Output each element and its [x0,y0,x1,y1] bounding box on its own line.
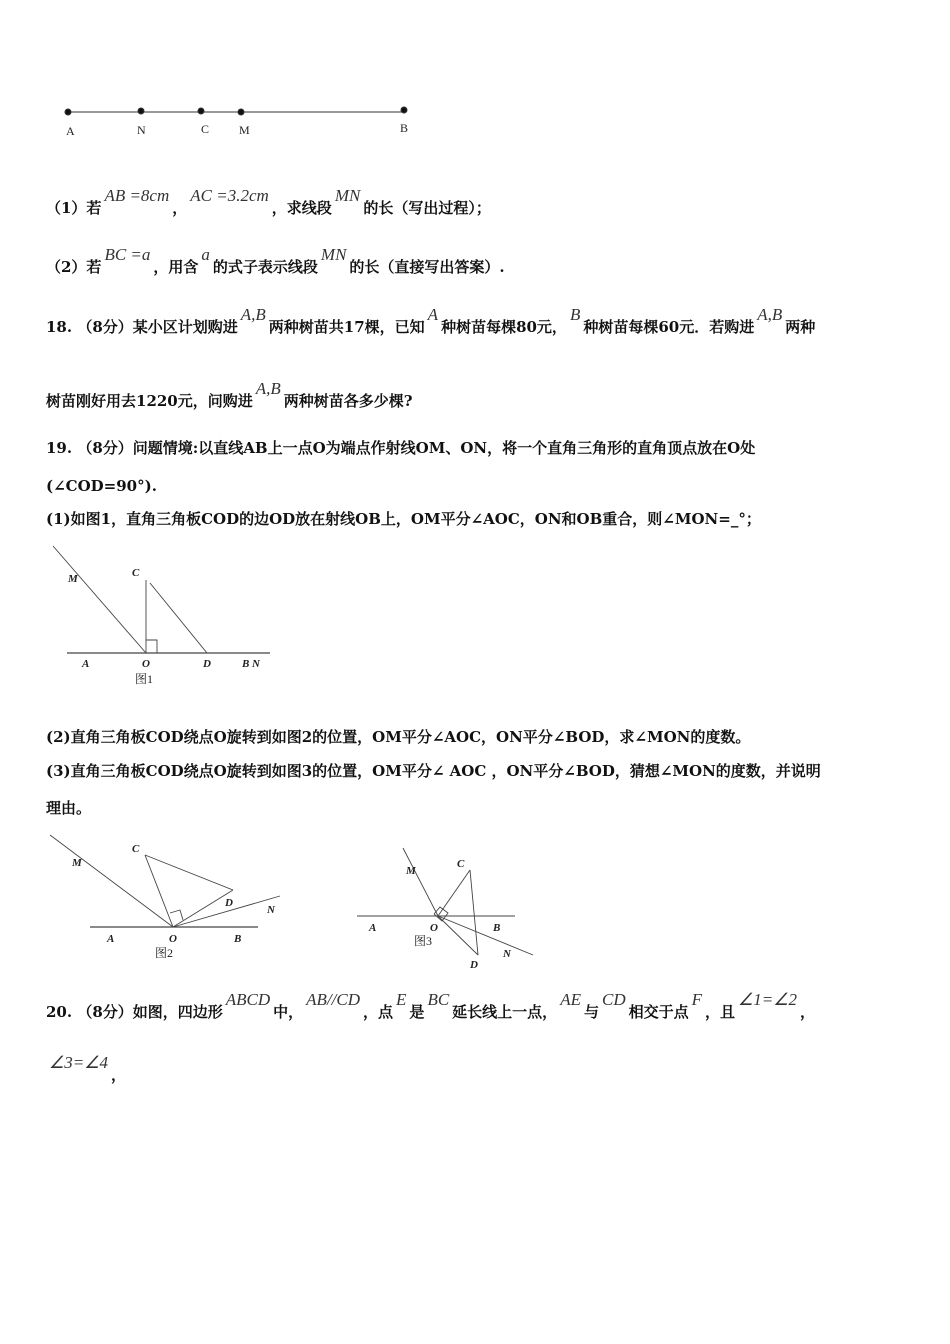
figure-2 [50,835,280,927]
text-segment: (1)如图1，直角三角板COD的边OD放在射线OB上，OM平分∠AOC，ON和OB重合，则∠MON=_°； [46,510,761,528]
math-expression: AB//CD [306,990,361,1009]
math-expression: AE [560,990,581,1009]
point-n [138,108,144,114]
text-segment: 种树苗每棵60元．若购进 [583,318,755,336]
fig3-caption: 图3 [414,934,433,948]
text-segment: 的式子表示线段 [212,258,318,276]
text-segment: 是 [409,1003,425,1021]
text-segment: （2）若 [46,258,102,276]
label-c: C [201,122,210,136]
math-expression: A [427,305,439,324]
text-segment: 的长（写出过程）； [363,199,491,217]
label-b: B [400,121,409,135]
text-segment: ，用含 [153,258,199,276]
point-c [198,108,204,114]
label-a: A [66,124,75,138]
figure-3 [357,848,533,955]
fig2-caption: 图2 [155,946,174,960]
text-segment: (3)直角三角板COD绕点O旋转到如图3的位置，OM平分∠ AOC ，ON平分∠BOD，猜想∠MON的度数，并说明 [46,762,821,780]
text-line-q18-a [46,305,816,337]
text-segment: 的长（直接写出答案）. [349,258,505,276]
point-a [65,109,71,115]
text-segment: 19. （8分）问题情境:以直线AB上一点O为端点作射线OM、ON，将一个直角三角形的直角顶点放在O处 [46,439,756,457]
text-segment: 18. （8分）某小区计划购进 [46,318,238,336]
text-line-q19-a [46,438,755,458]
fig1-label-o: O [142,658,150,670]
text-segment: 理由。 [46,799,92,817]
fig1-label-b: B [242,658,250,670]
fig1-label-d: D [203,658,211,670]
text-line-q19-2 [46,727,750,747]
text-line-q18-b [46,379,413,411]
text-segment: (∠COD=90°). [46,477,157,495]
text-segment: (2)直角三角板COD绕点O旋转到如图2的位置，OM平分∠AOC，ON平分∠BOD，求∠MON的度数。 [46,728,751,746]
math-expression: MN [334,186,361,205]
text-segment: 延长线上一点， [452,1003,558,1021]
math-expression: a [201,245,210,264]
text-line-q19-3 [46,761,821,781]
fig3-label-m: M [406,865,416,877]
text-line-q20-a [46,990,815,1022]
fig1-label-m: M [68,573,78,585]
text-segment: ，且 [705,1003,736,1021]
text-segment: （1）若 [46,199,102,217]
fig3-label-b: B [493,922,501,934]
label-n: N [137,123,146,137]
figure-1 [53,546,270,653]
text-segment: ， [110,1066,126,1084]
math-expression: AB =8cm [104,186,170,205]
text-segment: 种树苗每棵80元， [441,318,567,336]
point-m [238,109,244,115]
math-expression: A,B [757,305,783,324]
fig2-label-m: M [72,857,82,869]
math-expression: B [569,305,581,324]
math-expression: E [396,990,407,1009]
text-line-q19-b [46,476,157,496]
fig3-label-a: A [369,922,377,934]
text-line-q17-1 [46,186,491,218]
point-b [401,107,407,113]
fig3-label-n: N [503,948,511,960]
fig2-label-d: D [225,897,233,909]
text-segment: ，点 [363,1003,394,1021]
fig1-caption: 图1 [135,672,154,686]
fig3-label-d: D [470,959,478,971]
math-expression: ∠3=∠4 [49,1053,108,1072]
text-line-q20-b [46,1053,126,1085]
text-segment: 20. （8分）如图，四边形 [46,1003,223,1021]
text-segment: 中， [273,1003,304,1021]
math-expression: ∠1=∠2 [738,990,797,1009]
fig2-label-n: N [267,904,275,916]
fig2-label-o: O [169,933,177,945]
math-expression: A,B [255,379,281,398]
text-line-q19-1 [46,509,761,529]
text-segment: 相交于点 [628,1003,689,1021]
text-segment: 两种树苗共17棵，已知 [268,318,425,336]
text-segment: 两种树苗各多少棵? [283,392,413,410]
text-segment: 两种 [785,318,816,336]
math-expression: AC =3.2cm [190,186,269,205]
fig1-label-a: A [82,658,90,670]
math-expression: ABCD [225,990,271,1009]
fig2-label-c: C [132,843,140,855]
text-segment: 与 [583,1003,599,1021]
text-segment: 树苗刚好用去1220元，问购进 [46,392,253,410]
text-segment: ， [799,1003,815,1021]
text-line-q17-2 [46,245,505,277]
fig2-label-a: A [107,933,115,945]
fig1-label-n: N [252,658,260,670]
text-line-q19-3b [46,798,91,818]
math-expression: F [691,990,703,1009]
fig3-label-o: O [430,922,438,934]
math-expression: BC =a [104,245,151,264]
math-expression: CD [601,990,626,1009]
text-segment: ，求线段 [271,199,332,217]
math-expression: A,B [240,305,266,324]
text-segment: ， [172,199,188,217]
math-expression: BC [427,990,450,1009]
segment-figure [65,107,407,115]
math-expression: MN [320,245,347,264]
fig3-label-c: C [457,858,465,870]
label-m: M [239,123,250,137]
fig1-label-c: C [132,567,140,579]
fig2-label-b: B [234,933,242,945]
